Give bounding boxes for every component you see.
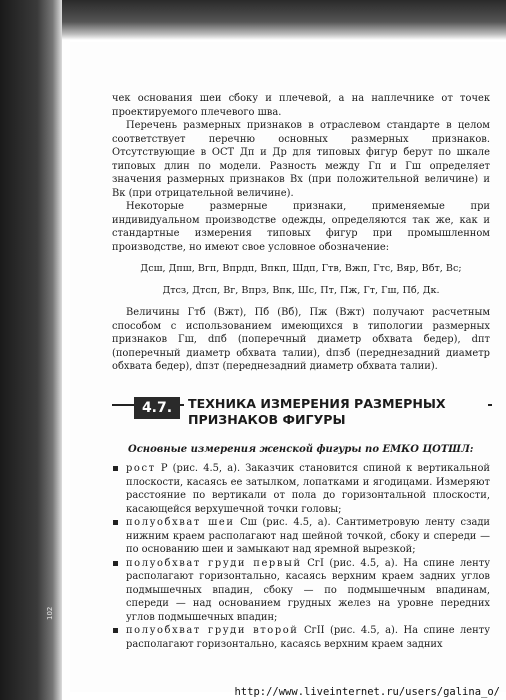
source-url: http://www.liveinternet.ru/users/galina_o/ [234,686,500,698]
list-item [112,624,490,651]
paragraph-2: Перечень размерных признаков в отраслевом стандарте в целом соответствует перечню основных размерных признаков. Отсутствующие в ОСТ Дп и Др для типовых фигур берут по шкале типовых длин по модели. Разность между Гп и Гш определяет значения размерных признаков Вх (при положительной величине) и Вк (при отрицательной величине). [112,120,490,199]
paragraph-1: чек основания шеи сбоку и плечевой, а на наплечнике от точек проектируемого плечевого шва. [112,93,490,118]
section-number: 4.7. [134,397,180,419]
term: полуобхват шеи [126,517,235,528]
text-block-top [112,92,490,254]
description: СгII (рис. 4.5, а). На спине ленту располагают горизонтально, касаясь верхним краем задних [126,625,491,650]
page-number: 102 [46,606,54,620]
bullet-marker [113,561,118,566]
scan-shadow-top [0,0,506,40]
bullet-marker [113,520,118,525]
formula-line-1: Дсш, Дпш, Вгп, Впрдп, Впкп, Шдп, Гтв, Вжп, Гтс, Вяр, Вбт, Вс; [140,263,462,274]
paragraph-3: Некоторые размерные признаки, применяемые при индивидуальном производстве одежды, определяются так же, как и стандартные измерения типовых фигур при промышленном производстве, но имеют свое условное обозначение: [112,201,490,253]
bullet-marker [113,628,118,633]
list-item [112,516,490,557]
description: Р (рис. 4.5, а). Заказчик становится спиной к вертикальной плоскости, касаясь ее затылком, лопатками и ягодицами. Измеряют расстояние по вертикали от пола до горизонтальной плоскости, касающейся верхушечной точки головы; [126,463,491,515]
scan-shadow-left [0,0,62,700]
section-heading [112,394,492,434]
section-title: ТЕХНИКА ИЗМЕРЕНИЯ РАЗМЕРНЫХ ПРИЗНАКОВ ФИГУРЫ [184,396,488,428]
bullet-marker [113,466,118,471]
term: полуобхват груди первый [126,557,302,569]
paragraph-4: Величины Гтб (Вжт), Пб (Вб), Пж (Вжт) получают расчетным способом с использованием имеющихся в типологии размерных признаков Гш, dпб (поперечный диаметр обхвата бедер), dпт (поперечный диаметр обхвата талии), dпзб (переднезадний диаметр обхвата бедер), dпзт (переднезадний диаметр обхвата талии). [112,307,490,372]
formula-line-2: Дтсз, Дтсп, Вг, Впрз, Впк, Шс, Пт, Пж, Гт, Гш, Пб, Дк. [162,285,440,296]
description: СгI (рис. 4.5, а). На спине ленту располагают горизонтально, касаясь верхним краем задних углов подмышечных впадин, сбоку — по подмышечным впадинам, спереди — над основанием грудных желез на уровне передних углов подмышечных впадин; [126,557,491,623]
list-item [112,462,490,516]
bullet-list [112,462,490,651]
term: полуобхват груди второй [126,625,299,636]
list-item [112,557,490,625]
term: рост [126,463,156,474]
description: Сш (рис. 4.5, а). Сантиметровую ленту сзади нижним краем располагают над шейной точкой, сбоку и спереди — по основанию шеи и замыкают над яремной вырезкой; [126,517,491,555]
subheading: Основные измерения женской фигуры по ЕМКО ЦОТШЛ: [128,444,474,455]
